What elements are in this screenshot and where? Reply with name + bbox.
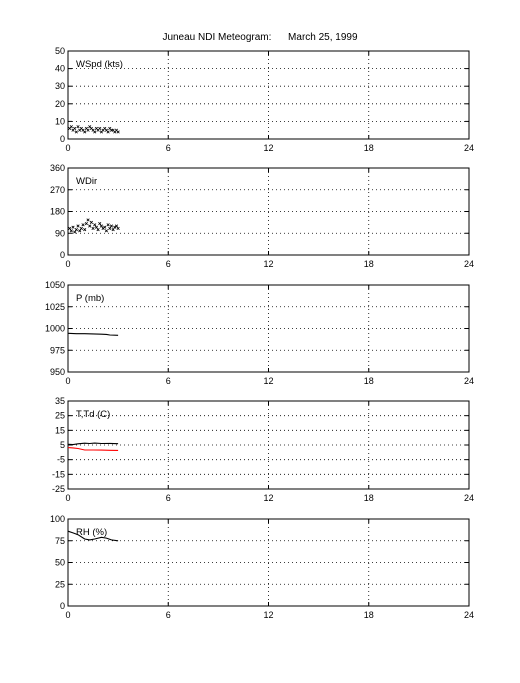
data-point bbox=[82, 223, 85, 226]
data-point bbox=[83, 228, 86, 231]
series-line-2 bbox=[68, 448, 118, 451]
x-tick-label: 6 bbox=[165, 259, 171, 269]
x-tick-label: 12 bbox=[263, 493, 274, 503]
y-tick-label: 50 bbox=[54, 46, 65, 56]
y-tick-label: 25 bbox=[54, 410, 65, 421]
data-point bbox=[98, 222, 101, 225]
y-tick-label: 100 bbox=[49, 514, 65, 524]
y-tick-label: -25 bbox=[51, 484, 65, 494]
data-point bbox=[95, 226, 98, 229]
x-tick-label: 24 bbox=[463, 143, 475, 153]
y-tick-label: 1000 bbox=[44, 323, 65, 334]
panel-label: RH (%) bbox=[76, 527, 108, 538]
panel-2 bbox=[50, 163, 474, 269]
y-tick-label: 50 bbox=[54, 557, 65, 568]
data-point bbox=[108, 227, 111, 230]
data-point bbox=[78, 230, 81, 233]
y-tick-label: 15 bbox=[54, 425, 65, 436]
data-point bbox=[112, 228, 115, 231]
x-tick-label: 0 bbox=[65, 143, 71, 153]
x-tick-label: 6 bbox=[165, 143, 171, 153]
data-point bbox=[105, 230, 108, 233]
data-point bbox=[68, 227, 71, 230]
data-point bbox=[80, 227, 83, 230]
panel-1 bbox=[55, 46, 474, 153]
y-tick-label: 20 bbox=[54, 98, 65, 109]
y-tick-label: 75 bbox=[54, 535, 65, 546]
data-point bbox=[85, 222, 88, 225]
data-point bbox=[77, 125, 80, 128]
data-point bbox=[107, 223, 110, 226]
x-tick-label: 24 bbox=[463, 376, 475, 386]
x-tick-label: 18 bbox=[363, 259, 374, 269]
data-point bbox=[70, 230, 73, 233]
x-tick-label: 18 bbox=[363, 610, 374, 620]
x-tick-label: 12 bbox=[263, 376, 274, 386]
x-tick-label: 18 bbox=[363, 143, 374, 153]
x-tick-label: 6 bbox=[165, 376, 171, 386]
panel-4 bbox=[52, 396, 474, 503]
y-tick-label: 270 bbox=[49, 184, 65, 195]
data-point bbox=[83, 131, 86, 134]
data-point bbox=[98, 127, 101, 130]
data-point bbox=[92, 227, 95, 230]
data-point bbox=[90, 221, 93, 224]
y-tick-label: 0 bbox=[59, 601, 65, 611]
x-tick-label: 24 bbox=[463, 259, 475, 269]
data-point bbox=[88, 225, 91, 228]
x-tick-label: 0 bbox=[65, 259, 71, 269]
data-point bbox=[73, 231, 76, 234]
data-point bbox=[110, 225, 113, 228]
x-tick-label: 12 bbox=[263, 610, 274, 620]
panel-label: T,Td (C) bbox=[76, 409, 111, 420]
data-point bbox=[93, 131, 96, 134]
data-point bbox=[107, 131, 110, 134]
x-tick-label: 12 bbox=[263, 143, 274, 153]
data-point bbox=[72, 226, 75, 229]
x-tick-label: 24 bbox=[463, 610, 475, 620]
y-tick-label: 1025 bbox=[44, 301, 65, 312]
panel-label: WDir bbox=[76, 176, 98, 187]
y-tick-label: 1050 bbox=[44, 280, 65, 290]
panel-label: P (mb) bbox=[76, 293, 105, 304]
data-point bbox=[75, 228, 78, 231]
y-tick-label: 30 bbox=[54, 81, 65, 92]
y-tick-label: 35 bbox=[54, 396, 65, 406]
data-point bbox=[87, 129, 90, 132]
data-point bbox=[77, 225, 80, 228]
data-point bbox=[75, 131, 78, 134]
x-tick-label: 12 bbox=[263, 259, 274, 269]
series-line-1 bbox=[68, 333, 118, 335]
x-tick-label: 6 bbox=[165, 610, 171, 620]
y-tick-label: -15 bbox=[51, 469, 65, 480]
data-point bbox=[100, 225, 103, 228]
data-point bbox=[73, 127, 76, 130]
y-tick-label: 40 bbox=[54, 63, 65, 74]
panel-5 bbox=[50, 514, 474, 620]
y-tick-label: 0 bbox=[59, 250, 65, 260]
figure-title: Juneau NDI Meteogram: March 25, 1999 bbox=[162, 32, 358, 43]
x-tick-label: 18 bbox=[363, 493, 374, 503]
x-tick-label: 0 bbox=[65, 493, 71, 503]
data-point bbox=[117, 131, 120, 134]
data-point bbox=[87, 219, 90, 222]
x-tick-label: 6 bbox=[165, 493, 171, 503]
y-tick-label: 360 bbox=[49, 163, 65, 173]
y-tick-label: 950 bbox=[49, 367, 65, 377]
y-tick-label: 25 bbox=[54, 579, 65, 590]
y-tick-label: 180 bbox=[49, 206, 65, 217]
y-tick-label: 975 bbox=[49, 345, 65, 356]
y-tick-label: 90 bbox=[54, 228, 65, 239]
y-tick-label: 5 bbox=[59, 440, 65, 450]
y-tick-label: 0 bbox=[59, 134, 65, 144]
x-tick-label: 0 bbox=[65, 610, 71, 620]
x-tick-label: 0 bbox=[65, 376, 71, 386]
series-line-1 bbox=[68, 443, 118, 445]
x-tick-label: 18 bbox=[363, 376, 374, 386]
panel-label: WSpd (kts) bbox=[76, 59, 123, 70]
data-point bbox=[70, 125, 73, 128]
data-point bbox=[117, 227, 120, 230]
y-tick-label: -5 bbox=[56, 454, 65, 465]
data-point bbox=[97, 228, 100, 231]
panel-3 bbox=[45, 280, 474, 386]
x-tick-label: 24 bbox=[463, 493, 475, 503]
data-point bbox=[93, 223, 96, 226]
y-tick-label: 10 bbox=[54, 116, 65, 127]
